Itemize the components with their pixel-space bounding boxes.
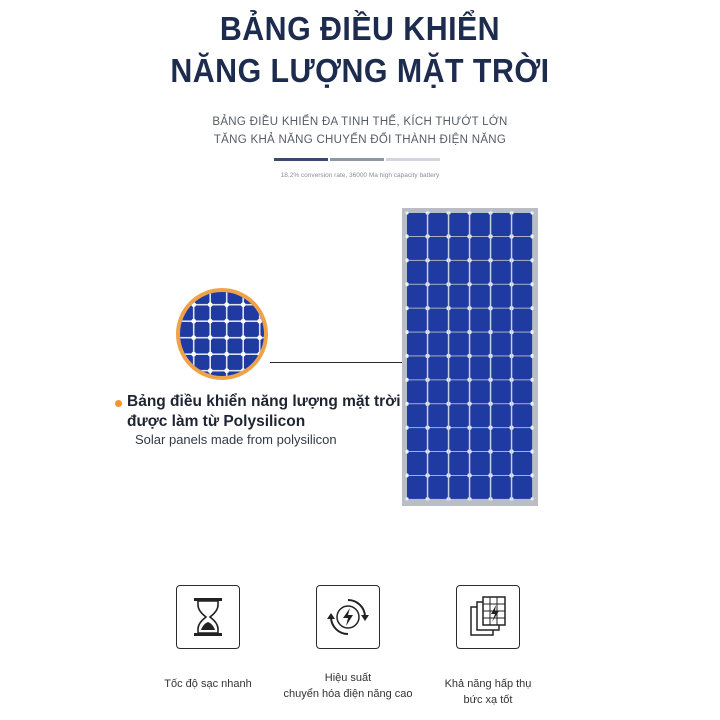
feature-charging-speed (176, 585, 240, 649)
panel-cell (407, 452, 427, 475)
lens-cell (261, 322, 265, 337)
panel-cell (470, 285, 490, 308)
lens-cell (195, 322, 210, 337)
panel-cell (491, 213, 511, 236)
panel-cell (512, 213, 532, 236)
accent-bar-light (386, 158, 440, 161)
cell-corner-highlight (405, 211, 408, 214)
panel-cell (428, 428, 448, 451)
feature-radiation-absorption (456, 585, 520, 649)
magnified-cells-graphic (180, 292, 264, 376)
panel-cell (512, 333, 532, 356)
panel-cell (470, 309, 490, 332)
panel-cell (449, 380, 469, 403)
feature-label-efficiency (268, 670, 428, 702)
panel-cell (512, 356, 532, 379)
cell-corner-highlight (531, 474, 534, 477)
busbar (490, 213, 492, 500)
lens-cell-highlight (257, 319, 262, 324)
cell-corner-highlight (405, 355, 408, 358)
cell-corner-highlight (531, 235, 534, 238)
panel-cell (470, 380, 490, 403)
panel-cell (449, 213, 469, 236)
callout-title-line2: được làm từ Polysilicon (127, 413, 306, 430)
cell-corner-highlight (405, 283, 408, 286)
cell-corner-highlight (405, 307, 408, 310)
lens-cell (211, 372, 226, 377)
lens-cell (261, 306, 265, 321)
panel-cell (491, 285, 511, 308)
lens-cell (228, 322, 243, 337)
panel-cell (512, 309, 532, 332)
panel-cell (491, 356, 511, 379)
lens-cell (180, 322, 193, 337)
panel-cell (491, 261, 511, 284)
lens-cell-highlight (224, 302, 229, 307)
feature-conversion-efficiency (316, 585, 380, 649)
panel-cell (470, 237, 490, 260)
lens-cell (228, 339, 243, 354)
panel-cell (491, 333, 511, 356)
page-title-line1: BẢNG ĐIỀU KHIỂN (219, 10, 501, 47)
lens-cell (180, 339, 193, 354)
panel-cell (470, 452, 490, 475)
panel-cell (512, 285, 532, 308)
panel-cell (491, 428, 511, 451)
panel-cell (428, 213, 448, 236)
panel-cell (407, 333, 427, 356)
callout-subtitle: Solar panels made from polysilicon (135, 432, 337, 447)
panel-cell (512, 237, 532, 260)
panel-cell (407, 213, 427, 236)
lens-cell (211, 355, 226, 370)
lens-cell (228, 372, 243, 377)
lens-cell (261, 339, 265, 354)
lens-cell-highlight (224, 352, 229, 357)
panel-cell (428, 261, 448, 284)
panel-cell (449, 356, 469, 379)
panel-cell (512, 428, 532, 451)
panel-cell (407, 380, 427, 403)
panel-cell (512, 452, 532, 475)
lens-cell-highlight (241, 368, 246, 373)
panel-cell (491, 237, 511, 260)
panel-cell (407, 476, 427, 499)
panel-cell (470, 333, 490, 356)
lens-cell (261, 372, 265, 377)
cell-corner-highlight (405, 235, 408, 238)
cell-corner-highlight (531, 450, 534, 453)
cell-corner-highlight (405, 497, 408, 500)
lens-cell (228, 292, 243, 304)
busbar (448, 213, 450, 500)
lens-cell-highlight (191, 352, 196, 357)
panel-cell (407, 237, 427, 260)
cell-corner-highlight (531, 427, 534, 430)
cell-corner-highlight (531, 331, 534, 334)
lens-cell (180, 292, 193, 304)
accent-bar-mid (330, 158, 384, 161)
cell-corner-highlight (405, 450, 408, 453)
panel-cell (428, 309, 448, 332)
lens-cell-highlight (208, 352, 213, 357)
cell-corner-highlight (531, 307, 534, 310)
panel-cell (428, 356, 448, 379)
panel-cell (407, 309, 427, 332)
cell-corner-highlight (405, 403, 408, 406)
subtitle-line1: BẢNG ĐIỀU KHIỂN ĐA TINH THỂ, KÍCH THƯỚT LỚN (212, 116, 508, 128)
feature-label-absorption (408, 676, 568, 708)
panel-cell (449, 309, 469, 332)
lens-cell-highlight (241, 319, 246, 324)
panel-cell (428, 333, 448, 356)
lens-cell (195, 292, 210, 304)
panel-cell (407, 261, 427, 284)
panel-cell (449, 476, 469, 499)
panel-cell (449, 237, 469, 260)
lens-cell (244, 339, 259, 354)
lens-cell-highlight (257, 368, 262, 373)
lens-cell (211, 292, 226, 304)
lens-cell-highlight (241, 335, 246, 340)
panel-cell (470, 476, 490, 499)
cell-corner-highlight (531, 259, 534, 262)
panel-cell (428, 404, 448, 427)
page-title-line2: NĂNG LƯỢNG MẶT TRỜI (170, 52, 550, 89)
cell-corner-highlight (531, 355, 534, 358)
lens-cell (261, 355, 265, 370)
cell-corner-highlight (531, 283, 534, 286)
panel-cell (428, 476, 448, 499)
callout-bullet (115, 400, 122, 407)
feature-label-charging (128, 676, 288, 692)
cell-corner-highlight (531, 211, 534, 214)
lens-cell-highlight (208, 319, 213, 324)
lens-cell-highlight (241, 302, 246, 307)
lens-cell-highlight (208, 335, 213, 340)
lens-cell-highlight (191, 368, 196, 373)
feature-label-line1: Khả năng hấp thụ (444, 678, 532, 690)
lens-cell-highlight (224, 368, 229, 373)
panel-cell (449, 452, 469, 475)
lightning-cycle-icon (325, 594, 371, 640)
callout-line (270, 362, 420, 363)
feature-label-line2: chuyển hóa điện năng cao (283, 688, 413, 700)
panel-cell (470, 356, 490, 379)
accent-bar-dark (274, 158, 328, 161)
panel-cell (449, 404, 469, 427)
lens-cell (195, 339, 210, 354)
lens-cell-highlight (191, 319, 196, 324)
busbar (511, 213, 513, 500)
callout-title-line1: Bảng điều khiển năng lượng mặt trời (127, 393, 401, 410)
lens-cell-highlight (191, 335, 196, 340)
lens-cell (244, 292, 259, 304)
panel-cell (449, 333, 469, 356)
subtitle-line2: TĂNG KHẢ NĂNG CHUYỂN ĐỔI THÀNH ĐIỆN NĂNG (213, 134, 507, 146)
lens-cell (180, 355, 193, 370)
busbar (427, 213, 429, 500)
feature-label-line1: Hiệu suất (324, 672, 372, 684)
lens-cell (195, 372, 210, 377)
lens-cell (244, 322, 259, 337)
cell-corner-highlight (531, 497, 534, 500)
cell-corner-highlight (405, 474, 408, 477)
panel-cell (449, 285, 469, 308)
feature-label-line1: Tốc độ sạc nhanh (164, 678, 252, 690)
lens-cell-highlight (191, 302, 196, 307)
lens-cell (261, 292, 265, 304)
lens-cell (211, 339, 226, 354)
panel-cell (470, 428, 490, 451)
lens-cell (244, 355, 259, 370)
solar-cells-icon (467, 595, 509, 639)
lens-cell (195, 355, 210, 370)
cell-corner-highlight (531, 403, 534, 406)
hourglass-icon (191, 596, 225, 638)
panel-magnifier (176, 288, 268, 380)
lens-cell (228, 355, 243, 370)
lens-cell-highlight (224, 335, 229, 340)
lens-cell (228, 306, 243, 321)
lens-cell (180, 372, 193, 377)
panel-cell (428, 237, 448, 260)
panel-cell (470, 213, 490, 236)
panel-cell (470, 261, 490, 284)
panel-cell (491, 404, 511, 427)
cell-corner-highlight (405, 259, 408, 262)
callout-title (127, 392, 407, 432)
panel-cell (449, 428, 469, 451)
panel-cell (512, 404, 532, 427)
solar-panel-graphic (402, 208, 538, 506)
panel-cell (491, 380, 511, 403)
panel-cell (491, 476, 511, 499)
panel-cell (428, 380, 448, 403)
panel-cell (407, 404, 427, 427)
lens-cell (211, 306, 226, 321)
cell-corner-highlight (405, 331, 408, 334)
lens-cell-highlight (224, 319, 229, 324)
lens-cell-highlight (257, 302, 262, 307)
lens-cell-highlight (241, 352, 246, 357)
lens-cell (211, 322, 226, 337)
busbar (469, 213, 471, 500)
lens-cell (195, 306, 210, 321)
lens-cell-highlight (208, 302, 213, 307)
panel-cell (428, 285, 448, 308)
lens-cell-highlight (257, 335, 262, 340)
panel-cell (491, 452, 511, 475)
tagline: 18.2% conversion rate, 36000 Ma high capacity battery (280, 172, 440, 179)
feature-label-line2: bức xạ tốt (463, 694, 513, 706)
panel-cell (449, 261, 469, 284)
lens-cell (244, 306, 259, 321)
cell-corner-highlight (405, 427, 408, 430)
panel-cell (428, 452, 448, 475)
panel-cell (512, 380, 532, 403)
lens-cell-highlight (257, 352, 262, 357)
lens-cell-highlight (208, 368, 213, 373)
cell-corner-highlight (531, 379, 534, 382)
panel-cell (407, 356, 427, 379)
lens-cell (244, 372, 259, 377)
panel-cell (491, 309, 511, 332)
panel-cell (407, 285, 427, 308)
lens-cell (180, 306, 193, 321)
cell-corner-highlight (405, 379, 408, 382)
panel-cell (512, 476, 532, 499)
panel-cell (470, 404, 490, 427)
panel-cell (407, 428, 427, 451)
panel-cell (512, 261, 532, 284)
